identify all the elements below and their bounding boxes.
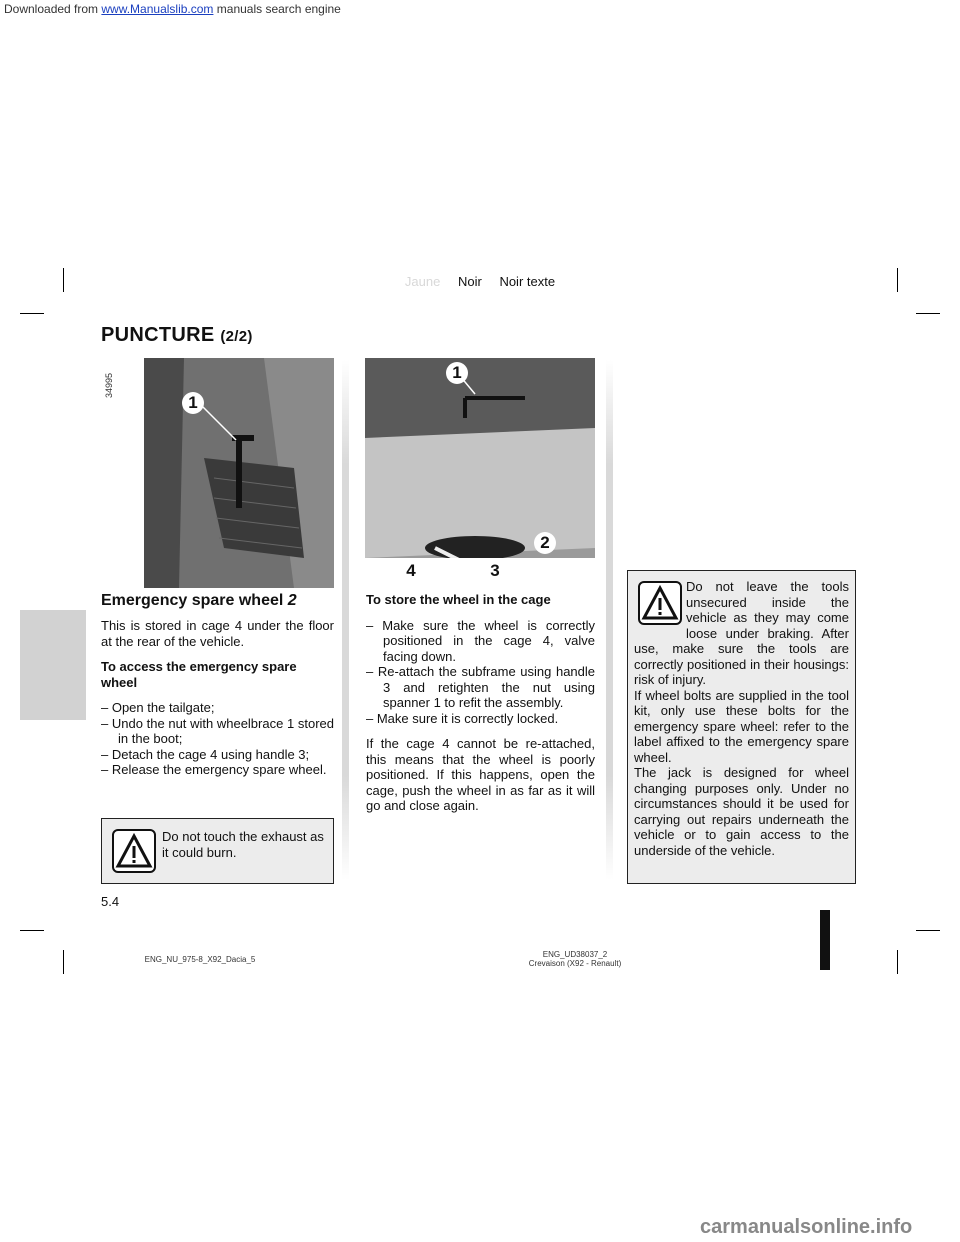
color-mark-noir-texte: Noir texte bbox=[499, 274, 556, 289]
warning-tools-text: Do not leave the tools unsecured inside the vehicle as they may come loose under braking. After use, make sure the tools are correctly positioned in their housings: risk of injury. bbox=[634, 579, 849, 687]
warning-icon bbox=[112, 829, 156, 873]
callout-1: 1 bbox=[446, 362, 468, 384]
footer-right-code: ENG_UD38037_2 bbox=[542, 950, 608, 959]
color-marks bbox=[0, 274, 960, 289]
crop-mark bbox=[63, 950, 64, 974]
banner-prefix: Downloaded from bbox=[4, 2, 102, 16]
warning-bolts-text: If wheel bolts are supplied in the tool kit, only use these bolts for the emergency spare wheel: refer to the label affixed to the emergency spare wheel. bbox=[634, 687, 849, 765]
crop-mark bbox=[916, 313, 940, 314]
list-item: – Undo the nut with wheelbrace 1 stored in the boot; bbox=[101, 715, 334, 746]
cage-paragraph: If the cage 4 cannot be re-attached, this means that the wheel is poorly positioned. If this happens, open the cage, push the wheel in as far as it will go and close again. bbox=[366, 736, 595, 813]
list-item: – Open the tailgate; bbox=[101, 700, 215, 715]
thumb-index-bar bbox=[820, 910, 830, 970]
footer-left: ENG_NU_975-8_X92_Dacia_5 bbox=[144, 955, 256, 964]
rear-underside-illustration bbox=[365, 358, 595, 558]
list-item: – Make sure it is correctly locked. bbox=[366, 710, 559, 726]
section-tab bbox=[20, 610, 86, 720]
callout-1: 1 bbox=[182, 392, 204, 414]
callout-4: 4 bbox=[400, 560, 422, 582]
manualslib-link[interactable]: www.Manualslib.com bbox=[101, 2, 214, 16]
access-steps bbox=[101, 700, 334, 778]
footer-right-title: Crevaison (X92 - Renault) bbox=[528, 959, 622, 968]
store-subheading: To store the wheel in the cage bbox=[366, 592, 551, 607]
photo-boot-interior bbox=[144, 358, 334, 588]
list-item: – Release the emergency spare wheel. bbox=[101, 762, 327, 777]
list-item: – Re-attach the subframe using handle 3 and retighten the nut using spanner 1 to refit the assembly. bbox=[366, 664, 595, 710]
crop-mark bbox=[916, 930, 940, 931]
banner-suffix: manuals search engine bbox=[213, 2, 341, 16]
list-item: – Make sure the wheel is correctly positioned in the cage 4, valve facing down. bbox=[366, 617, 595, 664]
color-mark-noir: Noir bbox=[457, 274, 482, 289]
page-title-text: PUNCTURE bbox=[101, 324, 215, 346]
heading-text: Emergency spare wheel bbox=[101, 592, 284, 609]
crop-mark bbox=[20, 313, 44, 314]
warning-jack-text: The jack is designed for wheel changing purposes only. Under no circumstances should it be used for carrying out repairs underneath the vehicle or to gain access to the underside of the vehicle. bbox=[634, 765, 849, 858]
warning-text: Do not touch the exhaust as it could burn. bbox=[162, 829, 324, 860]
section-heading bbox=[101, 592, 334, 610]
store-steps bbox=[366, 618, 595, 727]
warning-text bbox=[634, 579, 849, 858]
page-title-suffix: (2/2) bbox=[220, 328, 253, 345]
column-separator bbox=[606, 360, 613, 880]
callout-2: 2 bbox=[534, 532, 556, 554]
page-title bbox=[101, 324, 253, 347]
photo-rear-underside bbox=[365, 358, 595, 558]
warning-box-exhaust bbox=[101, 818, 334, 884]
callout-3: 3 bbox=[484, 560, 506, 582]
watermark: carmanualsonline.info bbox=[700, 1216, 913, 1238]
download-banner bbox=[4, 2, 341, 16]
boot-illustration bbox=[144, 358, 334, 588]
crop-mark bbox=[20, 930, 44, 931]
page-number: 5.4 bbox=[101, 894, 120, 909]
intro-paragraph: This is stored in cage 4 under the floor at the rear of the vehicle. bbox=[101, 618, 334, 649]
list-item: – Detach the cage 4 using handle 3; bbox=[101, 746, 310, 762]
heading-number: 2 bbox=[287, 592, 297, 609]
access-subheading: To access the emergency spare wheel bbox=[101, 659, 297, 690]
crop-mark bbox=[897, 950, 898, 974]
color-mark-jaune: Jaune bbox=[404, 274, 441, 289]
column-separator bbox=[342, 360, 349, 880]
left-column bbox=[101, 592, 334, 788]
footer-right bbox=[500, 950, 650, 968]
photo-number: 34995 bbox=[104, 372, 114, 398]
warning-box-tools bbox=[627, 570, 856, 884]
middle-column bbox=[366, 592, 595, 824]
